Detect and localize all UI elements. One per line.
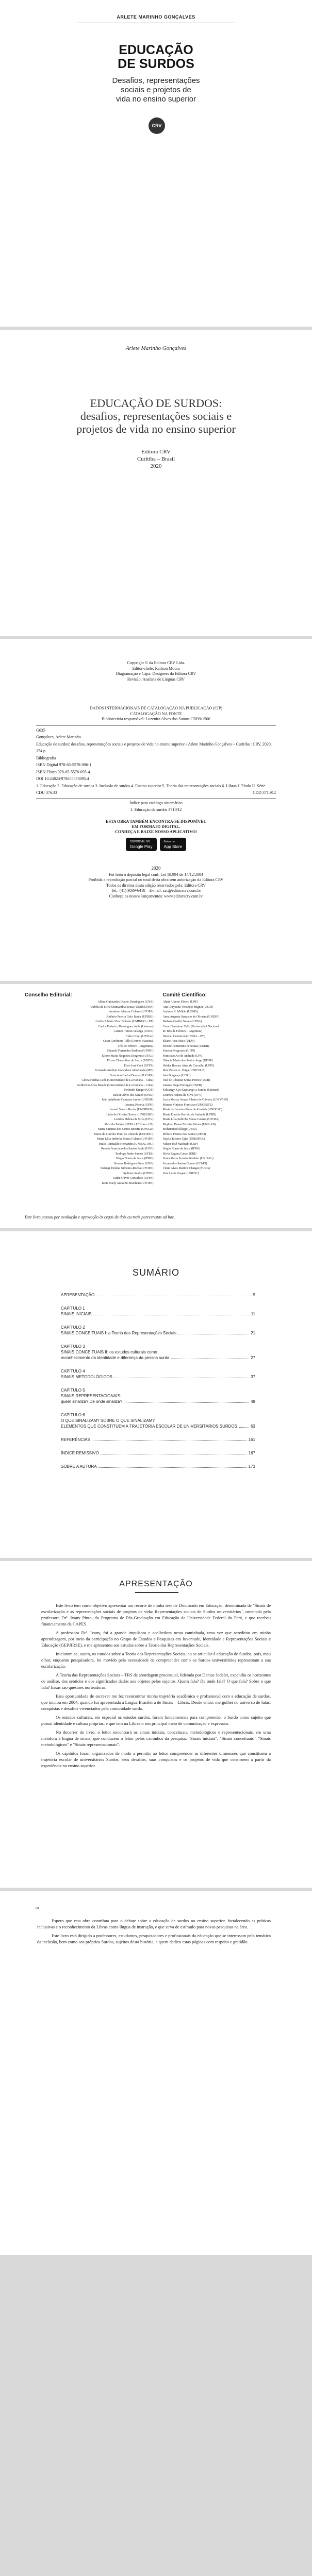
editorial-member: Três de Febrero – Argentina) [118, 1044, 154, 1048]
scientific-member: Mônica Pereira dos Santos (UFRJ) [162, 1132, 206, 1136]
editorial-member: Lídia de Oliveira Xavier (UNIEURO) [106, 1113, 154, 1116]
scientific-member: Silvia Regina Canan (URI) [162, 1152, 196, 1156]
scientific-member: Elizeu Clementino de Souza (UNEB) [162, 1044, 209, 1048]
presentation-page [0, 1561, 312, 1891]
design-line: Diagramação e Capa: Designers da Editora CRV [116, 671, 196, 676]
toc-title: SUMÁRIO [132, 1267, 179, 1278]
toc-entry-label: APRESENTAÇÃO [61, 1293, 95, 1297]
paragraph: Este livro tem como objetivo apresentar um recorte de minha tese de Doutorado em Educação, denominada de "Sinais de escolarização e as representações sociais de projetos de vida: Representações sociais de Surdos universitários", orientada pela professora Drª. Ivany Pinto, do Programa de Pós-Graduação em Educação da Universidade Federal do Pará, e que recebeu financiamento da CAPES. [41, 1603, 271, 1626]
editorial-member: Aldira Guimarães Duarte Domínguez (UNB) [97, 1001, 154, 1004]
badge-label: Google Play [129, 844, 153, 849]
scientific-member: Vera Lucia Gaspar (UDESC) [162, 1172, 199, 1175]
toc-entry[interactable] [61, 1464, 255, 1469]
editorial-member: Helmuth Krüger (UCP) [124, 1089, 154, 1092]
cip-header-line: DADOS INTERNACIONAIS DE CATALOGAÇÃO NA PUBLICAÇÃO (CIP) [89, 706, 223, 710]
editorial-member: Carlos Federico Dominguez Avila (Unieuro) [98, 1025, 154, 1028]
copyright-line: Copyright © da Editora CRV Ltda. [127, 660, 185, 665]
scientific-member: Helder Buenos Aires de Carvalho (UFPI) [162, 1064, 214, 1067]
editorial-member: Guillermo Arias Beatón (Universidade de La Havana – Cuba) [77, 1083, 154, 1087]
badge-label: App Store [163, 844, 183, 849]
editorial-member: Leonel Severo Rocha (UNISINOS) [109, 1108, 154, 1111]
ebook-line: CONHEÇA E BAIXE NOSSO APLICATIVO! [115, 829, 197, 834]
toc-leader-dots [124, 1402, 249, 1403]
toc-entry[interactable] [61, 1325, 255, 1336]
cip-header-line: CATALOGAÇÃO NA FONTE [130, 711, 182, 716]
legal-notice [0, 866, 312, 899]
toc-entry[interactable] [61, 1412, 255, 1429]
cip-entry: Gonçalves, Arlete Marinho. [36, 735, 82, 739]
publisher-city: Curitiba – Brasil [137, 456, 175, 462]
toc-page [0, 1231, 312, 1561]
cip-block [36, 706, 276, 815]
editorial-member: Gloria Fariñas León (Universidade de La Havana – Cuba) [81, 1079, 154, 1082]
toc-entry-text [61, 1450, 99, 1456]
toc-entry-label: SOBRE A AUTORA [61, 1464, 97, 1469]
toc-entry-label: REFERÊNCIAS [61, 1437, 90, 1442]
toc-page-number: 63 [251, 1424, 255, 1429]
scientific-member: Mohammed Elhajji (UFRJ) [162, 1128, 197, 1131]
index-entry: 1. Educação de surdos 371.912 [130, 807, 182, 812]
cip-description: Educação de surdos: desafios, representações sociais e projetos de vida no ensino superior / Arlete Marinho Gonçalves – Curitiba : CRV, 2020. [36, 741, 272, 747]
toc-entry-label: CAPÍTULO 1 [61, 1306, 85, 1311]
cip-header-line: Bibliotecária responsável: Luzenira Alves dos Santos CRB9/1506 [102, 717, 210, 721]
scientific-member: Kilwangy Kya Kapitango-a-Samba (Unemat) [162, 1089, 219, 1092]
paragraph: Os capítulos foram organizados de modo a permitir ao leitor compreender as diferentes dimensões que constituem a trajetória escolar de universitários Surdos, seus desafios, suas conquistas e os projetos de vida que constroem a partir da experiência no ensino superior. [41, 1751, 271, 1768]
toc-entry-label: CAPÍTULO 2 [61, 1325, 85, 1330]
editorial-member: Elione Maria Nogueira Diogenes (UFAL) [102, 1054, 154, 1058]
cover-title [0, 43, 312, 71]
paragraph: Espero que esta obra contribua para o debate sobre a educação de surdos no ensino superior, fortalecendo as práticas inclusivas e o reconhecimento da Libras como língua de instrução, e que sirva de estímulo para novas pesquisas na área. [37, 1918, 271, 1929]
google-play-badge[interactable] [126, 838, 157, 851]
cdu-code: CDU 376.33 [36, 790, 57, 795]
cover-subtitle-line: Desafios, representações [112, 76, 200, 85]
scientific-member: Míghian Danae Ferreira Nunes (UNILAB) [162, 1123, 216, 1126]
toc-entry-text [61, 1306, 92, 1317]
copyright-year: 2020 [151, 866, 161, 871]
toc-entry-label: CAPÍTULO 5 [61, 1388, 85, 1393]
editorial-member: Anselmo Alencar Colares (UFOPA) [109, 1010, 154, 1013]
isbn-digital: ISBN Digital 978-65-5578-096-1 [36, 762, 92, 767]
toc-entry-text [61, 1292, 94, 1298]
toc-leader-dots [239, 1427, 249, 1428]
editorial-member: Marcelo Paixão (UFRJ e UTexas – US) [104, 1123, 154, 1126]
editorial-member: Eduardo Fernandes Barbosa (UFMG) [107, 1049, 154, 1053]
toc-leader-dots [98, 1467, 247, 1468]
toc-entry-label: quem sinaliza? De onde sinaliza? [61, 1399, 123, 1404]
legal-line: Todos os direitos desta edição reservados pela: Editora CRV [106, 883, 206, 888]
toc-entry-label: reconhecimento da identidade e diferença da pessoa surda [61, 1355, 170, 1360]
editorial-member: Jailson Alves dos Santos (UFRJ) [112, 1093, 154, 1097]
editorial-member: Josania Portela (UFPI) [125, 1103, 154, 1107]
toc-entry[interactable] [61, 1306, 255, 1317]
editorial-member: Sydione Santos (UEPG) [123, 1172, 154, 1175]
paragraph: No decorrer do livro, o leitor encontrará os sinais iniciais, conceituais, metodológicos e representacionais, em uma metáfora à língua de sinais, que conduzem o leitor pelos caminhos da pesquisa: "Sinais iniciais", "Sinais conceituais", "Sinais metodológicos" e "Sinais representacionais". [41, 1730, 271, 1747]
ebook-line: EM FORMATO DIGITAL. [132, 824, 180, 829]
review-line: Revisão: Analista de Línguas CRV [127, 676, 185, 682]
cip-divider [36, 725, 276, 726]
toc-entry[interactable] [61, 1450, 255, 1456]
toc-page-number: 49 [251, 1399, 255, 1404]
website-line: Conheça os nossos lançamentos: www.editoracrv.com.br [109, 893, 203, 899]
toc-entry-label: ELEMENTOS QUE CONSTITUEM A TRAJETÓRIA ESCOLAR DE UNIVERSITÁRIOS SURDOS [61, 1424, 237, 1429]
toc-entry-label: SINAIS CONCEITUAIS II: os estudos culturais como [61, 1350, 157, 1354]
contact-line: Tel.: (41) 3039-6418 – E-mail: sac@editoracrv.com.br [111, 888, 201, 893]
half-title-page [0, 330, 312, 639]
toc-page-number: 21 [251, 1331, 255, 1335]
scientific-member: Vânia Alves Martins Chaigar (FURG) [162, 1167, 210, 1170]
editorial-member: Rodrigo Pratte-Santos (UFES) [116, 1152, 154, 1156]
cover-title-line: DE SURDOS [118, 57, 194, 71]
editorial-member: Andréia da Silva Quintanilha Sousa (UNIR/UFRN) [89, 1005, 154, 1009]
presentation-body [41, 1602, 271, 1771]
editorial-member: Antônio Pereira Gaio Júnior (UFRRJ) [106, 1015, 154, 1019]
cip-divider [36, 798, 276, 799]
continuation-page [0, 1891, 312, 2255]
toc-page-number: 37 [251, 1375, 255, 1379]
scientific-member: Sérgio Nunes de Jesus (IFRO) [162, 1147, 201, 1150]
toc-entry-label: SINAIS CONCEITUAIS I: a Teoria das Representações Sociais [61, 1331, 176, 1335]
scientific-member: Maria Lília Imbiriba Sousa Colares (UFOPA) [162, 1118, 220, 1121]
scientific-member: José de Ribamar Sousa Pereira (UCB) [162, 1079, 210, 1082]
editorial-member: Maria Lília Imbiriba Sousa Colares (UFOPA) [96, 1138, 154, 1141]
editorial-member: Maria de Lourdes Pinto de Almeida (UNOESC) [94, 1132, 154, 1136]
toc-entry-text [61, 1368, 112, 1380]
toc-page-number: 167 [248, 1451, 255, 1455]
presentation-title: APRESENTAÇÃO [119, 1580, 193, 1588]
editorial-member: Fernando Antônio Gonçalves Alcoforado (IPB) [94, 1069, 154, 1072]
toc-entry-text [61, 1344, 169, 1361]
scientific-member: Francisco Ari de Andrade (UFC) [162, 1054, 204, 1058]
scientific-member: Inês Bragança (UERJ) [162, 1074, 191, 1077]
toc-entry[interactable] [61, 1344, 255, 1361]
scientific-member: Gláucia Maria dos Santos Jorge (UFOP) [162, 1059, 213, 1062]
editorial-board-title: Conselho Editorial: [25, 992, 72, 998]
publisher-logo-icon: CRV [149, 117, 165, 134]
index-heading: Índice para catálogo sistemático [129, 800, 183, 805]
badge-caption: DISPONÍVEL NO [129, 840, 150, 843]
toc-page-number: 173 [248, 1464, 255, 1469]
editorial-member: Carmen Tereza Velanga (UNIR) [113, 1030, 154, 1033]
toc-page-number: 11 [251, 1312, 255, 1316]
editorial-member: Elizeu Clementino de Souza (UNEB) [107, 1059, 154, 1062]
editorial-member: Sérgio Nunes de Jesus (IFRO) [116, 1157, 154, 1160]
toc-entry-text [61, 1387, 122, 1404]
editorial-member: Celso Conti (UFSCar) [125, 1035, 154, 1038]
editorial-member: Solange Helena Ximenes-Rocha (UFOPA) [100, 1167, 154, 1170]
publisher-name: Editora CRV [141, 449, 171, 455]
cover-author: ARLETE MARINHO GONÇALVES [117, 14, 195, 20]
half-title-line: projetos de vida no ensino superior [76, 422, 236, 435]
scientific-member: Ana Chrystina Venancio Mignot (UERJ) [162, 1005, 214, 1009]
scientific-member: Jussara Fraga Portugal (UNEB) [162, 1083, 202, 1087]
scientific-member: Andréia N. Militão (UEMS) [162, 1010, 198, 1013]
toc-entry[interactable] [61, 1292, 255, 1298]
toc-entry-text [61, 1412, 237, 1429]
editorial-member: Cesar Gerónimo Tello (Univer. Nacional [103, 1040, 154, 1043]
scientific-member: Altair Alberto Fávero (UPF) [162, 1001, 198, 1004]
cip-header [36, 706, 276, 722]
cover-page [0, 0, 312, 330]
copyright-credits [0, 660, 312, 682]
half-title-line: EDUCAÇÃO DE SURDOS: [90, 397, 222, 410]
editorial-member: Carlos Alberto Vilar Estêvão (UMINHO – PT) [95, 1020, 154, 1023]
toc-entry-label: SINAIS INICIAIS [61, 1312, 92, 1316]
toc-entry-label: CAPÍTULO 6 [61, 1413, 85, 1417]
app-store-badge[interactable] [160, 838, 187, 851]
editorial-board-list [25, 1000, 154, 1186]
editor-line: Editor-chefe: Railson Moura [132, 666, 180, 671]
half-title-heading [0, 397, 312, 435]
toc-entry-label: SINAIS METODOLÓGICOS [61, 1375, 112, 1379]
legal-line: Proibida a reprodução parcial ou total desta obra sem autorização da Editora CRV [88, 877, 224, 882]
editorial-member: Renato Francisco dos Santos Paula (UFG) [101, 1147, 154, 1150]
legal-line: Foi feito o depósito legal conf. Lei 10.994 de 14/12/2004 [109, 872, 203, 877]
scientific-member: Sonia Maria Ferreira Koehler (UNISAL) [162, 1157, 214, 1160]
cip-code: G635 [36, 727, 45, 733]
toc-page-number: 27 [251, 1355, 255, 1360]
isbn-print: ISBN Físico 978-65-5578-095-4 [36, 769, 90, 774]
cip-classification [36, 790, 276, 796]
scientific-member: Diosnel Centurion (UNIDA – PY) [162, 1035, 205, 1038]
toc-entry-label: SINAIS REPRESENTACIONAIS: [61, 1394, 122, 1398]
toc-entry-label: ÍNDICE REMISSIVO [61, 1451, 99, 1455]
badge-caption: Baixar na [163, 840, 175, 843]
editorial-member: Francisco Carlos Duarte (PUC-PR) [109, 1074, 154, 1077]
presentation-divider [135, 1592, 178, 1593]
scientific-committee-list [163, 1000, 292, 1176]
scientific-member: de Três de Febrero – Argentina) [162, 1030, 202, 1033]
scientific-member: Barbara Coelho Neves (UFBA) [162, 1020, 202, 1023]
toc-entry[interactable] [61, 1387, 255, 1404]
paragraph: A Teoria das Representações Sociais – TRS de abordagem processual, liderada por Denise Jodelet, expandiu os horizontes de análise, dos sentidos e dos significados dados aos objetos pelos sujeitos. Quem fala? De onde fala? O que fala? Sobre o que fala? Essas são questões norteadoras. [41, 1672, 271, 1690]
scientific-member: Suzana dos Santos Gomes (UFMG) [162, 1162, 207, 1165]
toc-leader-dots [92, 1440, 247, 1441]
paragraph: Este livro está dirigido a professores, estudantes, pesquisadores e profissionais da educação que se interessam pela temática da inclusão, bem como aos próprios Surdos, sujeitos desta história, a quem dedico estas páginas com respeito e gratidão. [37, 1933, 271, 1944]
toc-list [61, 1292, 255, 1477]
scientific-member: Lucia Marisy Souza Ribeiro de Oliveira (UNIVASF) [162, 1098, 228, 1101]
paragraph: Os estudos culturais, em especial os estudos surdos, foram fundamentais para compreender o Surdo como sujeito que possui identidade e cultura próprias, e que tem na Libras o seu principal meio de comunicação e expressão. [41, 1715, 271, 1726]
cover-subtitle [0, 76, 312, 104]
cover-subtitle-line: sociais e projetos de [121, 86, 191, 94]
editorial-member: Maria Cristina dos Santos Bezerra (UFSCar) [98, 1128, 154, 1131]
scientific-member: Maria Eurácia Barreto de Andrade (UFRB) [162, 1113, 217, 1116]
cip-subjects: 1. Educação 2. Educação de surdos 3. Inclusão de surdos 4. Ensino superior 5. Teoria das representações sociais 6. Libras I. Título II. Série [36, 783, 266, 788]
half-title-line: desafios, representações sociais e [80, 410, 232, 422]
editorial-member: João Adalberto Campato Junior (UNESP) [102, 1098, 154, 1101]
scientific-member: Najela Tavares Ujiie (UNESPAR) [162, 1138, 205, 1141]
scientific-committee-title: Comitê Científico: [162, 992, 207, 998]
paragraph: Iniciaram-se, assim, os estudos sobre a Teoria das Representações Sociais, ao se articular à educação de Surdos, pois, meu olhar, enquanto pesquisadora, foi movido pela necessidade de compreender como os Surdos universitários representam a sua escolarização. [41, 1651, 271, 1669]
editorial-member: Élsio José Corá (UFFS) [124, 1064, 154, 1067]
council-columns [25, 992, 291, 1186]
toc-page-number: 161 [248, 1437, 255, 1442]
scientific-member: Cesar Gerónimo Tello (Universidad Nacional [162, 1025, 219, 1028]
council-page [0, 984, 312, 1231]
cover-title-line: EDUCAÇÃO [119, 43, 193, 57]
toc-entry-text [61, 1325, 176, 1336]
scientific-member: Eliane Rose Maio (UEM) [162, 1040, 195, 1043]
editorial-member: Tadeu Oliver Gonçalves (UFPA) [112, 1177, 154, 1180]
copyright-page [0, 639, 312, 984]
ebook-notice [0, 819, 312, 851]
toc-entry[interactable] [61, 1437, 255, 1443]
cip-pages: 174 p. [36, 749, 46, 753]
cover-subtitle-line: vida no ensino superior [116, 95, 196, 104]
editorial-member: Paulo Romualdo Hernandes (UNIFAL-MG) [98, 1142, 154, 1146]
paragraph: A professora Drª. Ivany, foi a grande impulsora e acolhedora nesta caminhada, uma vez que acreditou em minha aprendizagem, por meio da participação no Grupo de Estudos e Pesquisas em Juventude, Identidade e Representações Sociais e Educação (GEPJIRSE), e me apresentou aos estudos sobre a Teoria das Representações Sociais. [41, 1630, 271, 1648]
continuation-body [37, 1918, 271, 1947]
scientific-member: Anna Augusta Sampaio de Oliveira (UNESP) [162, 1015, 219, 1019]
half-title-publisher [0, 448, 312, 470]
toc-entry[interactable] [61, 1368, 255, 1380]
scientific-committee [163, 992, 292, 1186]
toc-entry-text [61, 1464, 97, 1469]
app-store-badges [0, 838, 312, 851]
scientific-member: Maria de Lourdes Pinto de Almeida (UNOESC) [162, 1108, 222, 1111]
ebook-line: ESTA OBRA TAMBÉM ENCONTRA-SE DISPONÍVEL [106, 819, 206, 824]
paragraph: Essa oportunidade de escrever me fez reencontrar minha trajetória acadêmica e profissional com a educação de surdos, que iniciou em 2004, quando fui apresentada à Língua Brasileira de Sinais – Libras. Desde então, mergulhei no universo de lutas, conquistas e desafios vivenciados pela comunidade surda. [41, 1693, 271, 1711]
scientific-member: Nilson José Machado (USP) [162, 1142, 198, 1146]
editorial-board [25, 992, 154, 1186]
cip-bibliography: Bibliografia [36, 755, 56, 760]
editorial-member: Simone Rodrigues Pinto (UNB) [113, 1162, 154, 1165]
toc-page-number: 9 [253, 1293, 255, 1297]
toc-entry-label: O QUE SINALIZAM? SOBRE O QUE SINALIZAM? [61, 1418, 155, 1423]
toc-entry-label: CAPÍTULO 4 [61, 1369, 85, 1374]
half-title-author: Arlete Marinho Gonçalves [125, 345, 187, 351]
publication-year: 2020 [150, 463, 162, 469]
toc-entry-label: CAPÍTULO 3 [61, 1344, 85, 1349]
scientific-member: Marcos Vinicius Francisco (UNOESTE) [162, 1103, 213, 1107]
toc-entry-text [61, 1437, 90, 1443]
scientific-member: Ilma Passos A. Veiga (UNICEUB) [162, 1069, 206, 1072]
editorial-member: Tania Suely Azevedo Brasileiro (UFOPA) [101, 1181, 154, 1185]
cdd-code: CDD 371.912 [253, 790, 276, 795]
scientific-member: Lourdes Helena da Silva (UFV) [162, 1093, 203, 1097]
page-number: 10 [35, 1906, 39, 1910]
doi: DOI 10.24824/978655578095.4 [36, 776, 89, 781]
peer-review-note: Este livro passou por avaliação e aprovação às cegas de dois ou mais pareceristas ad hoc. [25, 1215, 175, 1219]
editorial-member: Lourdes Helena da Silva (UFV) [113, 1118, 154, 1121]
scientific-member: Fauston Negreiros (UFPI) [162, 1049, 195, 1053]
